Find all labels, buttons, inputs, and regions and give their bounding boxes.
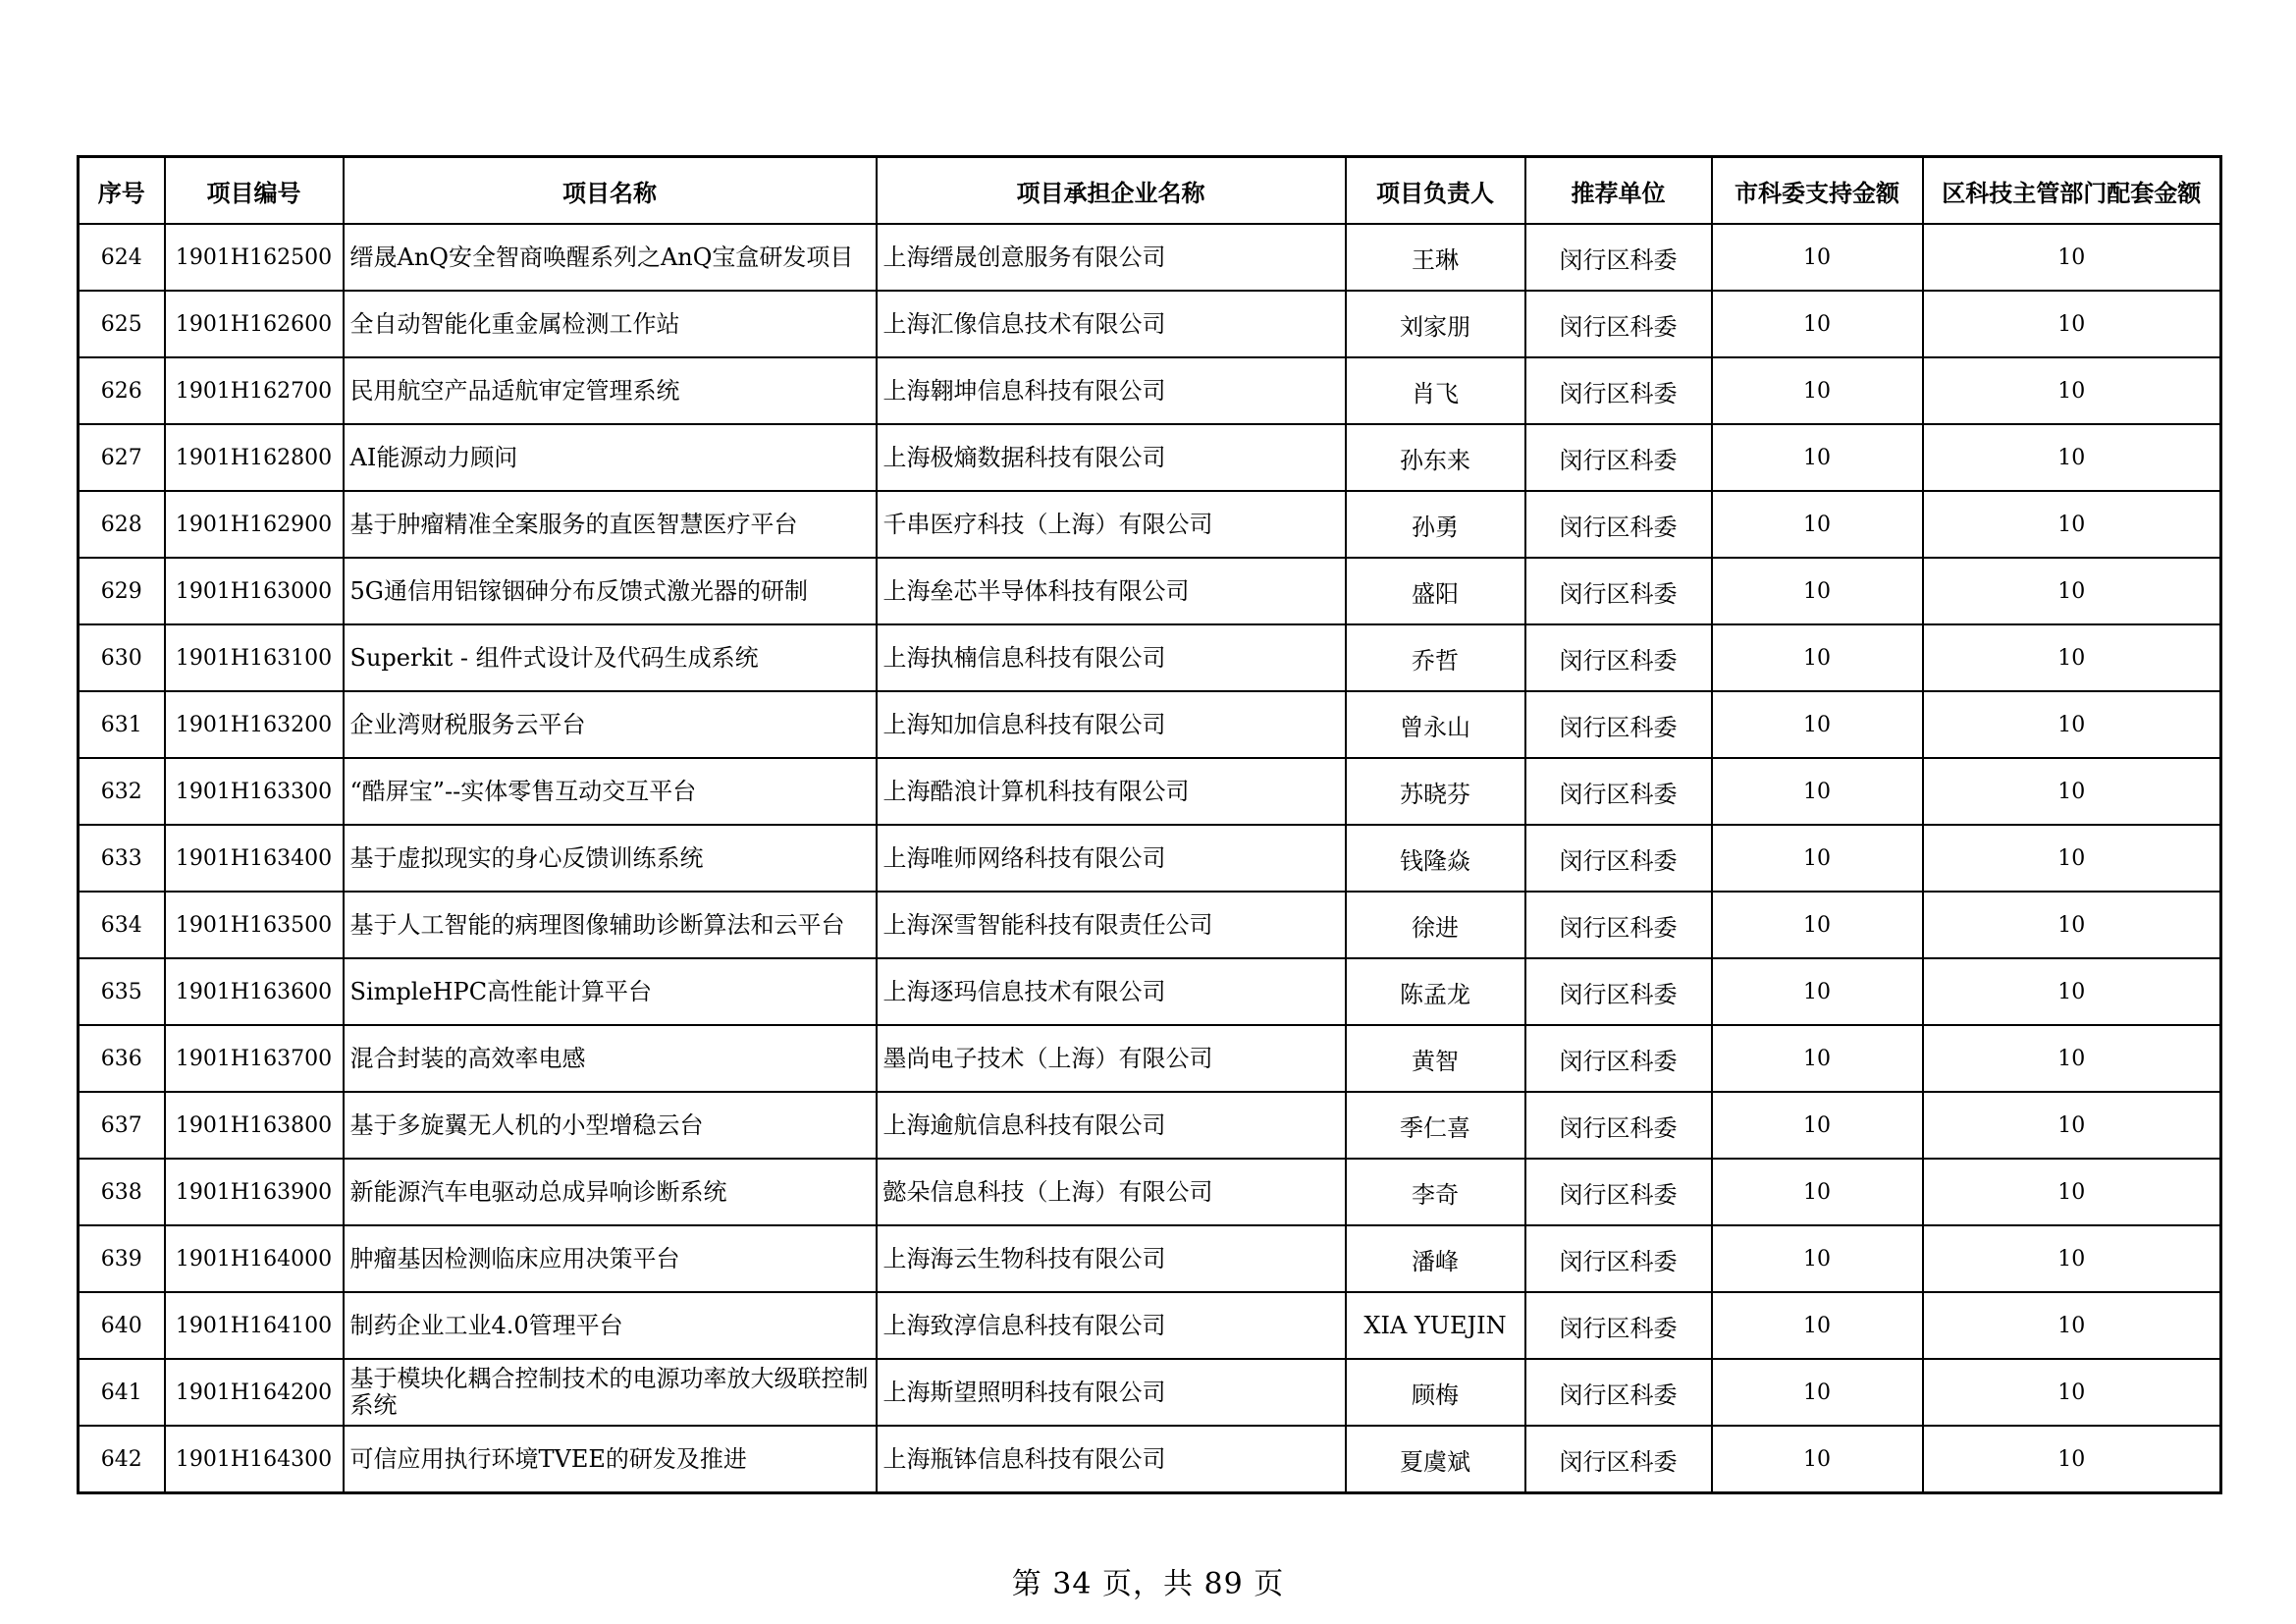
cell-index: 624 bbox=[79, 224, 165, 291]
table-row bbox=[79, 691, 2221, 758]
cell-project-lead: 苏晓芬 bbox=[1346, 758, 1525, 825]
cell-district-matching-amount: 10 bbox=[1923, 1426, 2221, 1493]
table-row bbox=[79, 224, 2221, 291]
cell-index: 640 bbox=[79, 1292, 165, 1359]
cell-project-lead: 孙勇 bbox=[1346, 491, 1525, 558]
cell-city-support-amount: 10 bbox=[1712, 1292, 1923, 1359]
cell-company-name: 上海垒芯半导体科技有限公司 bbox=[877, 558, 1346, 624]
cell-recommending-unit: 闵行区科委 bbox=[1525, 357, 1712, 424]
cell-district-matching-amount: 10 bbox=[1923, 1025, 2221, 1092]
cell-project-name: 制药企业工业4.0管理平台 bbox=[344, 1292, 877, 1359]
cell-city-support-amount: 10 bbox=[1712, 624, 1923, 691]
table-row bbox=[79, 624, 2221, 691]
table-row bbox=[79, 1092, 2221, 1159]
cell-project-lead: 盛阳 bbox=[1346, 558, 1525, 624]
cell-recommending-unit: 闵行区科委 bbox=[1525, 624, 1712, 691]
cell-company-name: 上海缙晟创意服务有限公司 bbox=[877, 224, 1346, 291]
cell-index: 639 bbox=[79, 1225, 165, 1292]
cell-district-matching-amount: 10 bbox=[1923, 892, 2221, 958]
cell-company-name: 墨尚电子技术（上海）有限公司 bbox=[877, 1025, 1346, 1092]
table-row bbox=[79, 1159, 2221, 1225]
cell-project-lead: 肖飞 bbox=[1346, 357, 1525, 424]
cell-city-support-amount: 10 bbox=[1712, 1426, 1923, 1493]
cell-project-name: 肿瘤基因检测临床应用决策平台 bbox=[344, 1225, 877, 1292]
cell-company-name: 上海深雪智能科技有限责任公司 bbox=[877, 892, 1346, 958]
cell-project-lead: 孙东来 bbox=[1346, 424, 1525, 491]
cell-recommending-unit: 闵行区科委 bbox=[1525, 424, 1712, 491]
cell-index: 627 bbox=[79, 424, 165, 491]
cell-project-code: 1901H162700 bbox=[165, 357, 344, 424]
cell-company-name: 上海海云生物科技有限公司 bbox=[877, 1225, 1346, 1292]
cell-project-code: 1901H163200 bbox=[165, 691, 344, 758]
cell-project-code: 1901H164200 bbox=[165, 1359, 344, 1426]
cell-recommending-unit: 闵行区科委 bbox=[1525, 1426, 1712, 1493]
table-row bbox=[79, 892, 2221, 958]
cell-project-code: 1901H163400 bbox=[165, 825, 344, 892]
cell-project-code: 1901H162500 bbox=[165, 224, 344, 291]
cell-project-lead: 徐进 bbox=[1346, 892, 1525, 958]
cell-city-support-amount: 10 bbox=[1712, 558, 1923, 624]
table-row bbox=[79, 357, 2221, 424]
project-table-container bbox=[77, 155, 2219, 1494]
cell-district-matching-amount: 10 bbox=[1923, 1159, 2221, 1225]
table-row bbox=[79, 424, 2221, 491]
cell-district-matching-amount: 10 bbox=[1923, 224, 2221, 291]
page-footer: 第 34 页，共 89 页 bbox=[1011, 1567, 1285, 1601]
cell-district-matching-amount: 10 bbox=[1923, 558, 2221, 624]
cell-company-name: 上海致淳信息科技有限公司 bbox=[877, 1292, 1346, 1359]
cell-project-code: 1901H162800 bbox=[165, 424, 344, 491]
cell-city-support-amount: 10 bbox=[1712, 491, 1923, 558]
cell-city-support-amount: 10 bbox=[1712, 424, 1923, 491]
header-project-name: 项目名称 bbox=[344, 157, 877, 225]
cell-project-lead: 黄智 bbox=[1346, 1025, 1525, 1092]
cell-city-support-amount: 10 bbox=[1712, 291, 1923, 357]
cell-district-matching-amount: 10 bbox=[1923, 291, 2221, 357]
cell-district-matching-amount: 10 bbox=[1923, 1359, 2221, 1426]
cell-recommending-unit: 闵行区科委 bbox=[1525, 1159, 1712, 1225]
cell-company-name: 上海执楠信息科技有限公司 bbox=[877, 624, 1346, 691]
cell-project-code: 1901H163900 bbox=[165, 1159, 344, 1225]
cell-city-support-amount: 10 bbox=[1712, 1159, 1923, 1225]
cell-project-code: 1901H163100 bbox=[165, 624, 344, 691]
header-project-lead: 项目负责人 bbox=[1346, 157, 1525, 225]
cell-district-matching-amount: 10 bbox=[1923, 357, 2221, 424]
cell-project-code: 1901H163800 bbox=[165, 1092, 344, 1159]
cell-project-code: 1901H162900 bbox=[165, 491, 344, 558]
cell-city-support-amount: 10 bbox=[1712, 1359, 1923, 1426]
header-project-code: 项目编号 bbox=[165, 157, 344, 225]
cell-project-code: 1901H163600 bbox=[165, 958, 344, 1025]
cell-recommending-unit: 闵行区科委 bbox=[1525, 1092, 1712, 1159]
cell-project-name: 企业湾财税服务云平台 bbox=[344, 691, 877, 758]
cell-city-support-amount: 10 bbox=[1712, 1225, 1923, 1292]
table-row bbox=[79, 958, 2221, 1025]
cell-index: 628 bbox=[79, 491, 165, 558]
cell-company-name: 上海翱坤信息科技有限公司 bbox=[877, 357, 1346, 424]
cell-city-support-amount: 10 bbox=[1712, 357, 1923, 424]
cell-recommending-unit: 闵行区科委 bbox=[1525, 1359, 1712, 1426]
cell-index: 633 bbox=[79, 825, 165, 892]
cell-index: 632 bbox=[79, 758, 165, 825]
cell-recommending-unit: 闵行区科委 bbox=[1525, 291, 1712, 357]
cell-index: 638 bbox=[79, 1159, 165, 1225]
table-row bbox=[79, 825, 2221, 892]
cell-project-name: 混合封装的高效率电感 bbox=[344, 1025, 877, 1092]
cell-project-lead: 潘峰 bbox=[1346, 1225, 1525, 1292]
cell-project-name: 基于人工智能的病理图像辅助诊断算法和云平台 bbox=[344, 892, 877, 958]
cell-index: 642 bbox=[79, 1426, 165, 1493]
cell-project-lead: 李奇 bbox=[1346, 1159, 1525, 1225]
project-table bbox=[77, 155, 2222, 1494]
header-index: 序号 bbox=[79, 157, 165, 225]
cell-district-matching-amount: 10 bbox=[1923, 691, 2221, 758]
cell-district-matching-amount: 10 bbox=[1923, 491, 2221, 558]
cell-recommending-unit: 闵行区科委 bbox=[1525, 558, 1712, 624]
cell-project-lead: 乔哲 bbox=[1346, 624, 1525, 691]
cell-project-name: 全自动智能化重金属检测工作站 bbox=[344, 291, 877, 357]
cell-project-name: 可信应用执行环境TVEE的研发及推进 bbox=[344, 1426, 877, 1493]
table-row bbox=[79, 758, 2221, 825]
header-company-name: 项目承担企业名称 bbox=[877, 157, 1346, 225]
cell-district-matching-amount: 10 bbox=[1923, 624, 2221, 691]
cell-index: 636 bbox=[79, 1025, 165, 1092]
cell-company-name: 上海斯望照明科技有限公司 bbox=[877, 1359, 1346, 1426]
cell-index: 631 bbox=[79, 691, 165, 758]
cell-project-code: 1901H162600 bbox=[165, 291, 344, 357]
cell-recommending-unit: 闵行区科委 bbox=[1525, 691, 1712, 758]
table-row bbox=[79, 1359, 2221, 1426]
cell-district-matching-amount: 10 bbox=[1923, 1225, 2221, 1292]
cell-district-matching-amount: 10 bbox=[1923, 958, 2221, 1025]
cell-project-lead: XIA YUEJIN bbox=[1346, 1292, 1525, 1359]
cell-district-matching-amount: 10 bbox=[1923, 825, 2221, 892]
cell-recommending-unit: 闵行区科委 bbox=[1525, 224, 1712, 291]
cell-city-support-amount: 10 bbox=[1712, 1025, 1923, 1092]
cell-project-name: 民用航空产品适航审定管理系统 bbox=[344, 357, 877, 424]
cell-project-code: 1901H164100 bbox=[165, 1292, 344, 1359]
cell-company-name: 上海唯师网络科技有限公司 bbox=[877, 825, 1346, 892]
cell-project-name: 新能源汽车电驱动总成异响诊断系统 bbox=[344, 1159, 877, 1225]
table-row bbox=[79, 558, 2221, 624]
cell-recommending-unit: 闵行区科委 bbox=[1525, 758, 1712, 825]
header-district-matching-amount: 区科技主管部门配套金额 bbox=[1923, 157, 2221, 225]
table-header-row bbox=[79, 157, 2221, 225]
cell-index: 629 bbox=[79, 558, 165, 624]
cell-recommending-unit: 闵行区科委 bbox=[1525, 958, 1712, 1025]
cell-project-lead: 季仁喜 bbox=[1346, 1092, 1525, 1159]
cell-company-name: 上海逾航信息科技有限公司 bbox=[877, 1092, 1346, 1159]
cell-project-code: 1901H163300 bbox=[165, 758, 344, 825]
cell-city-support-amount: 10 bbox=[1712, 224, 1923, 291]
cell-project-name: 基于虚拟现实的身心反馈训练系统 bbox=[344, 825, 877, 892]
cell-project-code: 1901H163000 bbox=[165, 558, 344, 624]
cell-project-name: SimpleHPC高性能计算平台 bbox=[344, 958, 877, 1025]
cell-project-name: 5G通信用铝镓铟砷分布反馈式激光器的研制 bbox=[344, 558, 877, 624]
cell-company-name: 上海极熵数据科技有限公司 bbox=[877, 424, 1346, 491]
cell-project-name: 基于模块化耦合控制技术的电源功率放大级联控制系统 bbox=[344, 1359, 877, 1426]
cell-company-name: 上海逐玛信息技术有限公司 bbox=[877, 958, 1346, 1025]
cell-project-lead: 夏虞斌 bbox=[1346, 1426, 1525, 1493]
cell-index: 630 bbox=[79, 624, 165, 691]
cell-project-lead: 刘家朋 bbox=[1346, 291, 1525, 357]
cell-city-support-amount: 10 bbox=[1712, 758, 1923, 825]
cell-project-name: “酷屏宝”--实体零售互动交互平台 bbox=[344, 758, 877, 825]
cell-city-support-amount: 10 bbox=[1712, 958, 1923, 1025]
cell-company-name: 千串医疗科技（上海）有限公司 bbox=[877, 491, 1346, 558]
table-row bbox=[79, 1025, 2221, 1092]
cell-company-name: 上海知加信息科技有限公司 bbox=[877, 691, 1346, 758]
cell-index: 626 bbox=[79, 357, 165, 424]
cell-company-name: 上海汇像信息技术有限公司 bbox=[877, 291, 1346, 357]
cell-project-name: AI能源动力顾问 bbox=[344, 424, 877, 491]
cell-recommending-unit: 闵行区科委 bbox=[1525, 1225, 1712, 1292]
header-recommending-unit: 推荐单位 bbox=[1525, 157, 1712, 225]
cell-project-lead: 曾永山 bbox=[1346, 691, 1525, 758]
cell-city-support-amount: 10 bbox=[1712, 691, 1923, 758]
cell-project-code: 1901H164300 bbox=[165, 1426, 344, 1493]
cell-project-name: 缙晟AnQ安全智商唤醒系列之AnQ宝盒研发项目 bbox=[344, 224, 877, 291]
cell-index: 635 bbox=[79, 958, 165, 1025]
cell-recommending-unit: 闵行区科委 bbox=[1525, 1025, 1712, 1092]
cell-project-name: 基于肿瘤精准全案服务的直医智慧医疗平台 bbox=[344, 491, 877, 558]
table-row bbox=[79, 1225, 2221, 1292]
cell-district-matching-amount: 10 bbox=[1923, 1292, 2221, 1359]
table-row bbox=[79, 491, 2221, 558]
table-row bbox=[79, 1426, 2221, 1493]
table-row bbox=[79, 1292, 2221, 1359]
cell-index: 641 bbox=[79, 1359, 165, 1426]
cell-district-matching-amount: 10 bbox=[1923, 758, 2221, 825]
cell-index: 634 bbox=[79, 892, 165, 958]
cell-project-code: 1901H164000 bbox=[165, 1225, 344, 1292]
cell-index: 625 bbox=[79, 291, 165, 357]
cell-city-support-amount: 10 bbox=[1712, 1092, 1923, 1159]
cell-index: 637 bbox=[79, 1092, 165, 1159]
cell-city-support-amount: 10 bbox=[1712, 825, 1923, 892]
cell-district-matching-amount: 10 bbox=[1923, 1092, 2221, 1159]
cell-project-lead: 王琳 bbox=[1346, 224, 1525, 291]
cell-company-name: 上海瓶钵信息科技有限公司 bbox=[877, 1426, 1346, 1493]
cell-recommending-unit: 闵行区科委 bbox=[1525, 1292, 1712, 1359]
cell-district-matching-amount: 10 bbox=[1923, 424, 2221, 491]
cell-project-name: 基于多旋翼无人机的小型增稳云台 bbox=[344, 1092, 877, 1159]
cell-company-name: 懿朵信息科技（上海）有限公司 bbox=[877, 1159, 1346, 1225]
cell-company-name: 上海酷浪计算机科技有限公司 bbox=[877, 758, 1346, 825]
cell-project-code: 1901H163700 bbox=[165, 1025, 344, 1092]
header-city-support-amount: 市科委支持金额 bbox=[1712, 157, 1923, 225]
cell-project-code: 1901H163500 bbox=[165, 892, 344, 958]
cell-project-lead: 顾梅 bbox=[1346, 1359, 1525, 1426]
cell-project-lead: 陈孟龙 bbox=[1346, 958, 1525, 1025]
table-row bbox=[79, 291, 2221, 357]
cell-recommending-unit: 闵行区科委 bbox=[1525, 892, 1712, 958]
table-body bbox=[79, 224, 2221, 1493]
cell-recommending-unit: 闵行区科委 bbox=[1525, 491, 1712, 558]
cell-project-lead: 钱隆焱 bbox=[1346, 825, 1525, 892]
cell-city-support-amount: 10 bbox=[1712, 892, 1923, 958]
cell-project-name: Superkit - 组件式设计及代码生成系统 bbox=[344, 624, 877, 691]
cell-recommending-unit: 闵行区科委 bbox=[1525, 825, 1712, 892]
